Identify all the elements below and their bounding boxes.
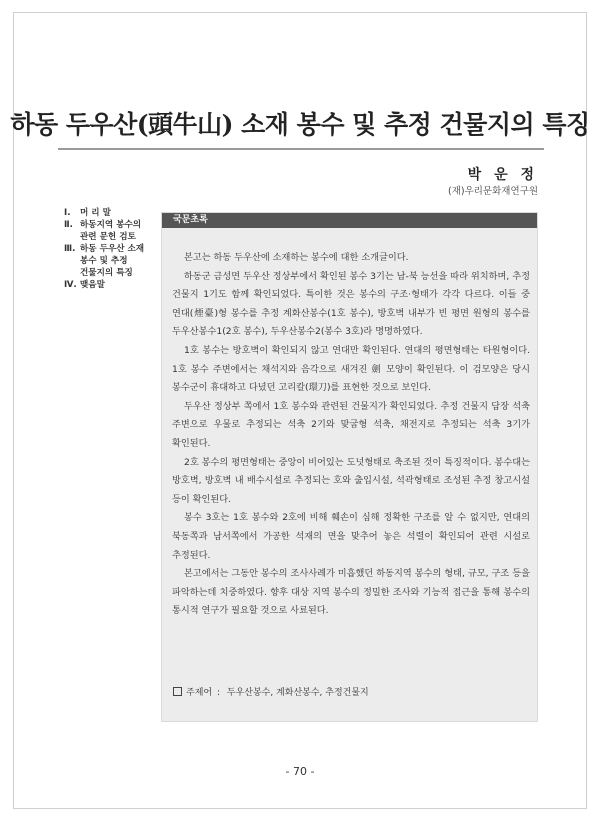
toc-item-label: 하동지역 봉수의 관련 문헌 검토 [80,220,142,242]
article-title: 하동 두우산(頭牛山) 소재 봉수 및 추정 건물지의 특징 [10,110,590,139]
abstract-paragraph: 두우산 정상부 쪽에서 1호 봉수와 관련된 건물지가 확인되었다. 추정 건물지 담장 석축 주변으로 우물로 추정되는 석축 2기와 맞굽형 석축, 채전지로 추정되는 석축 3기가 확인된다. [172,400,530,449]
toc-item-number: Ⅲ. [64,244,76,254]
abstract-paragraph: 1호 봉수는 방호벽이 확인되지 않고 연대만 확인된다. 연대의 평면형태는 타원형이다. 1호 봉수 주변에서는 채석지와 음각으로 새겨진 劍 모양이 확인된다. 이 검모양은 당시 봉수군이 휴대하고 다녔던 고리칼(環刀)를 표현한 것으로 보인다. [172,344,530,394]
title-rule [58,148,544,150]
keywords-line [173,685,369,698]
toc-item-label: 머 리 말 [80,208,111,218]
toc-item-number: Ⅳ. [64,280,77,290]
table-of-contents [64,207,158,291]
abstract-body [172,249,530,621]
toc-item-label: 맺음말 [80,280,105,290]
abstract-header: 국문초록 [162,213,537,228]
toc-item [64,279,158,291]
abstract-paragraph: 본고에서는 그동안 봉수의 조사사례가 미흡했던 하동지역 봉수의 형태, 규모, 구조 등을 파악하는데 치중하였다. 향후 대상 지역 봉수의 정밀한 조사와 기능적 접근을 통해 봉수의 통시적 연구가 필요할 것으로 사료된다. [172,568,530,617]
page-number: - 70 - [285,765,315,778]
toc-item-number: Ⅰ. [64,208,71,218]
author-affiliation: (재)우리문화재연구원 [447,186,538,197]
toc-item-number: Ⅱ. [64,220,73,230]
keywords-label: 주제어 [186,688,213,698]
keywords-separator: : [216,688,221,698]
toc-item [64,207,158,219]
checkbox-square-icon [173,687,182,696]
abstract-box [161,212,538,722]
toc-item [64,219,158,243]
toc-item-label: 하동 두우산 소재 봉수 및 추정 건물지의 특징 [80,244,145,278]
abstract-paragraph: 하동군 금성면 두우산 정상부에서 확인된 봉수 3기는 남-북 능선을 따라 위치하며, 추정 건물지 1기도 함께 확인되었다. 특이한 것은 봉수의 구조·형태가 각각 다르다. 이들 중 연대(煙臺)형 봉수를 추정 계화산봉수(1호 봉수), 방호벽 내부가 빈 평면 원형의 봉수를 두우산봉수1(2호 봉수), 두우산봉수2(봉수 3호)라 명명하였다. [172,270,530,338]
toc-item [64,243,158,279]
abstract-paragraph: 본고는 하동 두우산에 소재하는 봉수에 대한 소개글이다. [184,252,409,263]
abstract-paragraph: 봉수 3호는 1호 봉수와 2호에 비해 훼손이 심해 정확한 구조를 알 수 없지만, 연대의 북동쪽과 남서쪽에서 가공한 석재의 면을 맞추어 놓은 석렬이 확인되어 관련 시설로 추정된다. [172,512,530,561]
author-name: 박 운 정 [467,167,538,183]
keywords-list: 두우산봉수, 계화산봉수, 추정건물지 [226,688,369,698]
abstract-paragraph: 2호 봉수의 평면형태는 중앙이 비어있는 도넛형태로 축조된 것이 특징적이다. 봉수대는 방호벽, 방호벽 내 배수시설로 추정되는 호와 출입시설, 석곽형태로 조성된 추정 창고시설 등이 확인된다. [172,456,530,505]
